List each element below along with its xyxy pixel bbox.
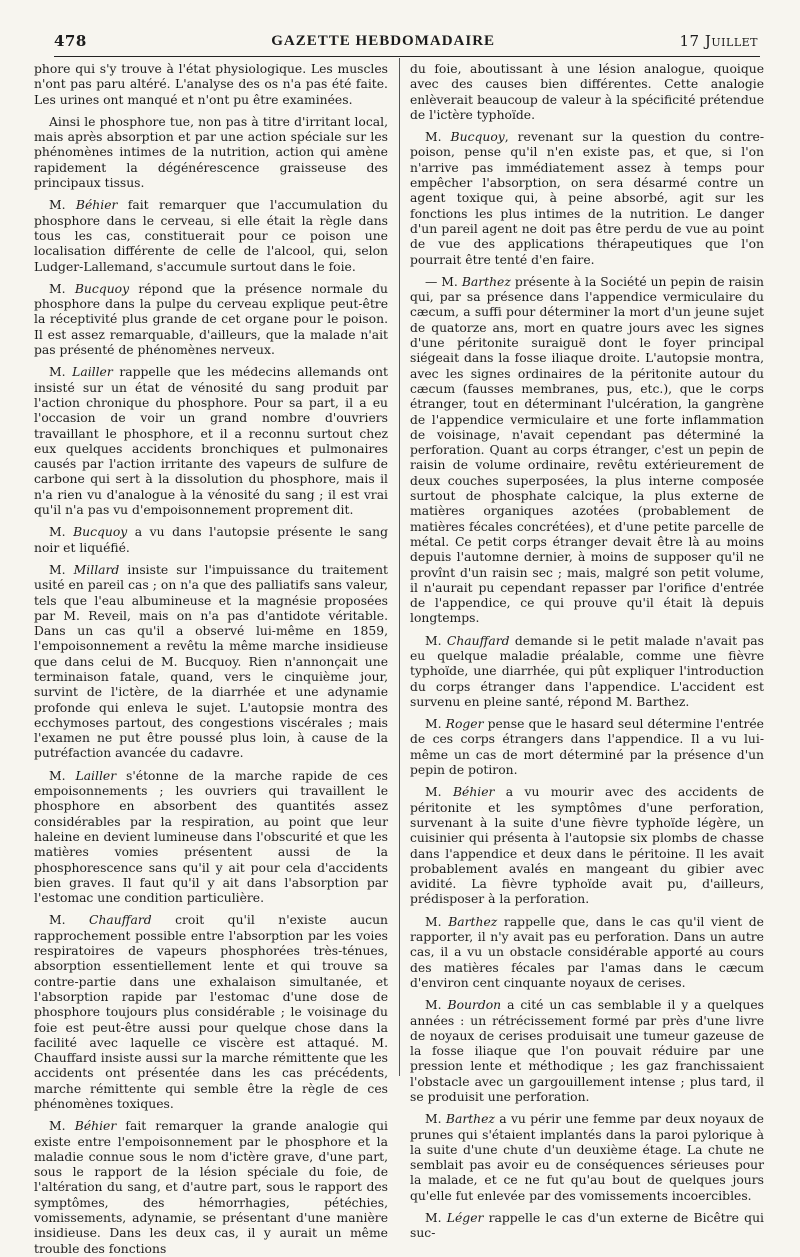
speaker-name: Béhier (452, 785, 495, 800)
speaker-name: Chauffard (446, 633, 510, 648)
paragraph-lead: M. (49, 365, 73, 380)
paragraph (410, 785, 764, 907)
speaker-name: Bucquoy (73, 525, 128, 540)
paragraph (410, 998, 764, 1105)
paragraph-lead: M. (425, 914, 449, 929)
date-day: 17 (679, 32, 700, 50)
speaker-name: Bucquoy (450, 130, 505, 145)
paragraph-text: Ainsi le phosphore tue, non pas à titre d'irritant local, mais après absorption et par une action spéciale sur les phénomènes intimes de la nutrition, action qui amène rapidement la dégénérescence graisseuse des principaux tissus. (34, 114, 388, 191)
journal-title: GAZETTE HEBDOMADAIRE (271, 33, 496, 49)
paragraph (410, 1112, 764, 1204)
paragraph-lead: M. (49, 913, 90, 928)
paragraph (34, 282, 388, 358)
paragraph-text: fait remarquer la grande analogie qui existe entre l'empoisonnement par le phosphore et la maladie connue sous le nom d'ictère grave, d'une part, sous le rapport de la lésion spéciale du foie, de l'altération du sang, et d'autre part, sous le rapport des symptômes, des hémorrhagies, pétéchies, vomissements, adynamie, se présentant d'une manière insidieuse. Dans les deux cas, il y aurait un même trouble des fonctions (34, 1119, 388, 1256)
paragraph-text: demande si le petit malade n'avait pas eu quelque maladie préalable, comme une fièvre typhoïde, une diarrhée, qui pût expliquer l'introduction du corps étranger dans l'appendice. L'accident est survenu en pleine santé, répond M. Barthez. (410, 633, 764, 709)
paragraph-text: insiste sur l'impuissance du traitement usité en pareil cas ; on n'a que des palliatifs sans valeur, tels que l'eau albumineuse et la magnésie proposées par M. Reveil, mais on n'a pas d'antidote véritable. Dans un cas qu'il a observé lui-même en 1859, l'empoisonnement a revêtu la même marche insidieuse que dans celui de M. Bucquoy. Rien n'annonçait une terminaison fatale, quand, vers le cinquième jour, survint de l'ictère, de la diarrhée et une adynamie profonde qui enleva le sujet. L'autopsie montra des ecchymoses partout, des congestions viscérales ; mais l'examen ne put être poussé plus loin, à cause de la putréfaction avancée du cadavre. (34, 562, 388, 761)
paragraph-text: croit qu'il n'existe aucun rapprochement possible entre l'absorption par les voies respiratoires de vapeurs phosphorées très-ténues, absorption essentiellement lente et qui trouve sa contre-partie dans une exhalaison simultanée, et l'absorption rapide par l'estomac d'une dose de phosphore toujours plus considérable ; le voisinage du foie est peut-être aussi pour quelque chose dans la facilité avec laquelle ce viscère est attaqué. M. Chauffard insiste aussi sur la marche rémittente que les accidents ont présentée dans les cas précédents, marche rémittente qui semble être la règle de ces phénomènes toxiques. (34, 913, 388, 1111)
speaker-name: Léger (446, 1211, 484, 1226)
speaker-name: Roger (445, 717, 484, 732)
header-rule (54, 56, 760, 57)
paragraph-text: a vu dans l'autopsie présente le sang noir et liquéfié. (34, 525, 388, 555)
paragraph-text: a vu périr une femme par deux noyaux de prunes qui s'étaient implantés dans la paroi pylorique à la suite d'une chute d'un deuxième étage. La chute ne semblait pas avoir eu de conséquences sérieuses pour la malade, et ce ne fut qu'au bout de quelques jours qu'elle fut enlevée par des vomissements incoercibles. (410, 1112, 764, 1203)
paragraph (410, 1211, 764, 1242)
running-header (54, 28, 758, 50)
paragraph-lead: M. (425, 717, 446, 732)
paragraph (34, 365, 388, 518)
paragraph (410, 634, 764, 710)
paragraph (34, 62, 388, 108)
paragraph-text: rappelle le cas d'un externe de Bicêtre qui suc- (410, 1211, 764, 1241)
paragraph-text: du foie, aboutissant à une lésion analogue, quoique avec des causes bien différentes. Cette analogie enlèverait beaucoup de valeur à la spécificité prétendue de l'ictère typhoïde. (410, 62, 764, 122)
speaker-name: Bourdon (447, 998, 502, 1013)
paragraph-lead: M. (425, 633, 447, 648)
paragraph (34, 198, 388, 274)
paragraph (34, 115, 388, 191)
paragraph-lead: M. (49, 768, 76, 783)
speaker-name: Barthez (445, 1112, 495, 1127)
paragraph-lead: M. (49, 562, 74, 577)
speaker-name: Barthez (448, 914, 498, 929)
paragraph (34, 1119, 388, 1257)
paragraph (410, 915, 764, 991)
left-column (34, 62, 388, 1256)
paragraph-lead: M. (425, 1112, 446, 1127)
paragraph (410, 717, 764, 778)
paragraph (410, 130, 764, 268)
speaker-name: Bucquoy (74, 281, 130, 296)
paragraph-text: pense que le hasard seul détermine l'entrée de ces corps étrangers dans l'appendice. Il a vu lui-même un cas de mort déterminé par la présence d'un pepin de potiron. (410, 717, 764, 778)
paragraph-lead: M. (425, 1211, 447, 1226)
paragraph-lead: M. (49, 525, 74, 540)
date-month: Juillet (704, 32, 758, 50)
paragraph-lead: M. (49, 198, 76, 213)
paragraph-lead: M. (425, 785, 453, 800)
paragraph-lead: M. (425, 130, 451, 145)
paragraph-text: a cité un cas semblable il y a quelques années : un rétrécissement formé par près d'une livre de noyaux de cerises produisait une tumeur gazeuse de la fosse iliaque que l'on pouvait réduire par une pression lente et méthodique ; les gaz franchissaient l'obstacle avec un gargouillement intense ; plus tard, il se produisit une perforation. (410, 998, 764, 1104)
speaker-name: Barthez (461, 274, 511, 289)
speaker-name: Béhier (75, 198, 118, 213)
page-number: 478 (54, 32, 87, 50)
column-separator (399, 58, 400, 1076)
paragraph (34, 563, 388, 762)
paragraph-text: a vu mourir avec des accidents de péritonite et les symptômes d'une perforation, survenant à la suite d'une fièvre typhoïde légère, un cuisinier qui présenta à l'autopsie six plombs de chasse dans l'appendice et deux dans le péritoine. Il les avait probablement avalés en mangeant du gibier avec avidité. La fièvre typhoïde avait pu, d'ailleurs, prédisposer à la perforation. (410, 785, 764, 907)
paragraph-text: , revenant sur la question du contre-poison, pense qu'il n'en existe pas, et que, si l'on n'arrive pas immédiatement assez à temps pour empêcher l'absorption, on sera désarmé contre un agent toxique qui, à peine absorbé, agit sur les fonctions les plus intimes de la nutrition. Le danger d'un pareil agent ne doit pas être perdu de vue au point de vue des applications thérapeutiques que l'on pourrait être tenté d'en faire. (410, 130, 764, 267)
paragraph-lead: M. (49, 281, 75, 296)
speaker-name: Béhier (74, 1119, 117, 1134)
paragraph-lead: M. (425, 998, 448, 1013)
issue-date (680, 32, 758, 50)
speaker-name: Chauffard (89, 913, 152, 928)
speaker-name: Lailler (75, 768, 117, 783)
paragraph-lead: M. (49, 1119, 75, 1134)
paragraph-lead: — M. (425, 274, 462, 289)
paragraph-text: présente à la Société un pepin de raisin qui, par sa présence dans l'appendice vermiculaire du cæcum, a suffi pour déterminer la mort d'un jeune sujet de quatorze ans, mort en quatre jours avec les signes d'une péritonite suraiguë dont le foyer principal siégeait dans la fosse iliaque droite. L'autopsie montra, avec les signes ordinaires de la péritonite autour du cæcum (fausses membranes, pus, etc.), que le corps étranger, tout en déterminant l'ulcération, la gangrène de l'appendice vermiculaire et une forte inflammation de voisinage, n'avait cependant pas déterminé la perforation. Quant au corps étranger, c'est un pepin de raisin de volume ordinaire, revêtu extérieurement de deux couches superposées, la plus interne composée surtout de phosphate calcique, la plus externe de matières organiques azotées (probablement de matières fécales concrétées), et d'une petite parcelle de métal. Ce petit corps étranger devait être là au moins depuis l'automne dernier, à moins de supposer qu'il ne provînt d'un raisin sec ; mais, malgré son petit volume, il n'aurait pu cependant repasser par l'orifice d'entrée de l'appendice, ce qui prouve qu'il était là depuis longtemps. (410, 274, 764, 626)
paragraph (410, 275, 764, 627)
speaker-name: Millard (73, 562, 120, 577)
paragraph-text: répond que la présence normale du phosphore dans la pulpe du cerveau explique peut-être la réceptivité plus grande de cet organe pour le poison. Il est assez remarquable, d'ailleurs, que la malade n'ait pas présenté de phénomènes nerveux. (34, 281, 388, 358)
paragraph-text: phore qui s'y trouve à l'état physiologique. Les muscles n'ont pas paru altéré. L'analyse des os n'a pas été faite. Les urines ont manqué et n'ont pu être examinées. (34, 62, 388, 107)
paragraph (34, 525, 388, 556)
paragraph-text: fait remarquer que l'accumulation du phosphore dans le cerveau, si elle était la règle dans tous les cas, constituerait pour ce poison une localisation différente de celle de l'alcool, qui, selon Ludger-Lallemand, s'accumule surtout dans le foie. (34, 198, 388, 274)
speaker-name: Lailler (72, 365, 113, 380)
paragraph-text: rappelle que les médecins allemands ont insisté sur un état de vénosité du sang produit par l'action chronique du phosphore. Pour sa part, il a eu l'occasion de voir un grand nombre d'ouvriers travaillant le phosphore, et il a reconnu surtout chez eux quelques accidents bronchiques et pulmonaires causés par l'action irritante des vapeurs de sulfure de carbone qui sert à la dissolution du phosphore, mais il n'a rien vu d'analogue à la vénosité du sang ; il est vrai qu'il n'a pas vu d'empoisonnement proprement dit. (34, 365, 388, 518)
paragraph (410, 62, 764, 123)
paragraph-text: rappelle que, dans le cas qu'il vient de rapporter, il n'y avait pas eu perforation. Dans un autre cas, il a vu un obstacle considérable apporté au cours des matières fécales par l'amas dans le cæcum d'environ cent cinquante noyaux de cerises. (410, 914, 764, 990)
paragraph-text: s'étonne de la marche rapide de ces empoisonnements ; les ouvriers qui travaillent le phosphore en absorbent des quantités assez considérables par la respiration, au point que leur haleine en devient lumineuse dans l'obscurité et que les matières vomies présentent aussi de la phosphorescence sans qu'il y ait pour cela d'accidents bien graves. Il faut qu'il y ait dans l'absorption par l'estomac une condition particulière. (34, 768, 388, 906)
paragraph (34, 913, 388, 1112)
paragraph (34, 769, 388, 907)
right-column (410, 62, 764, 1241)
